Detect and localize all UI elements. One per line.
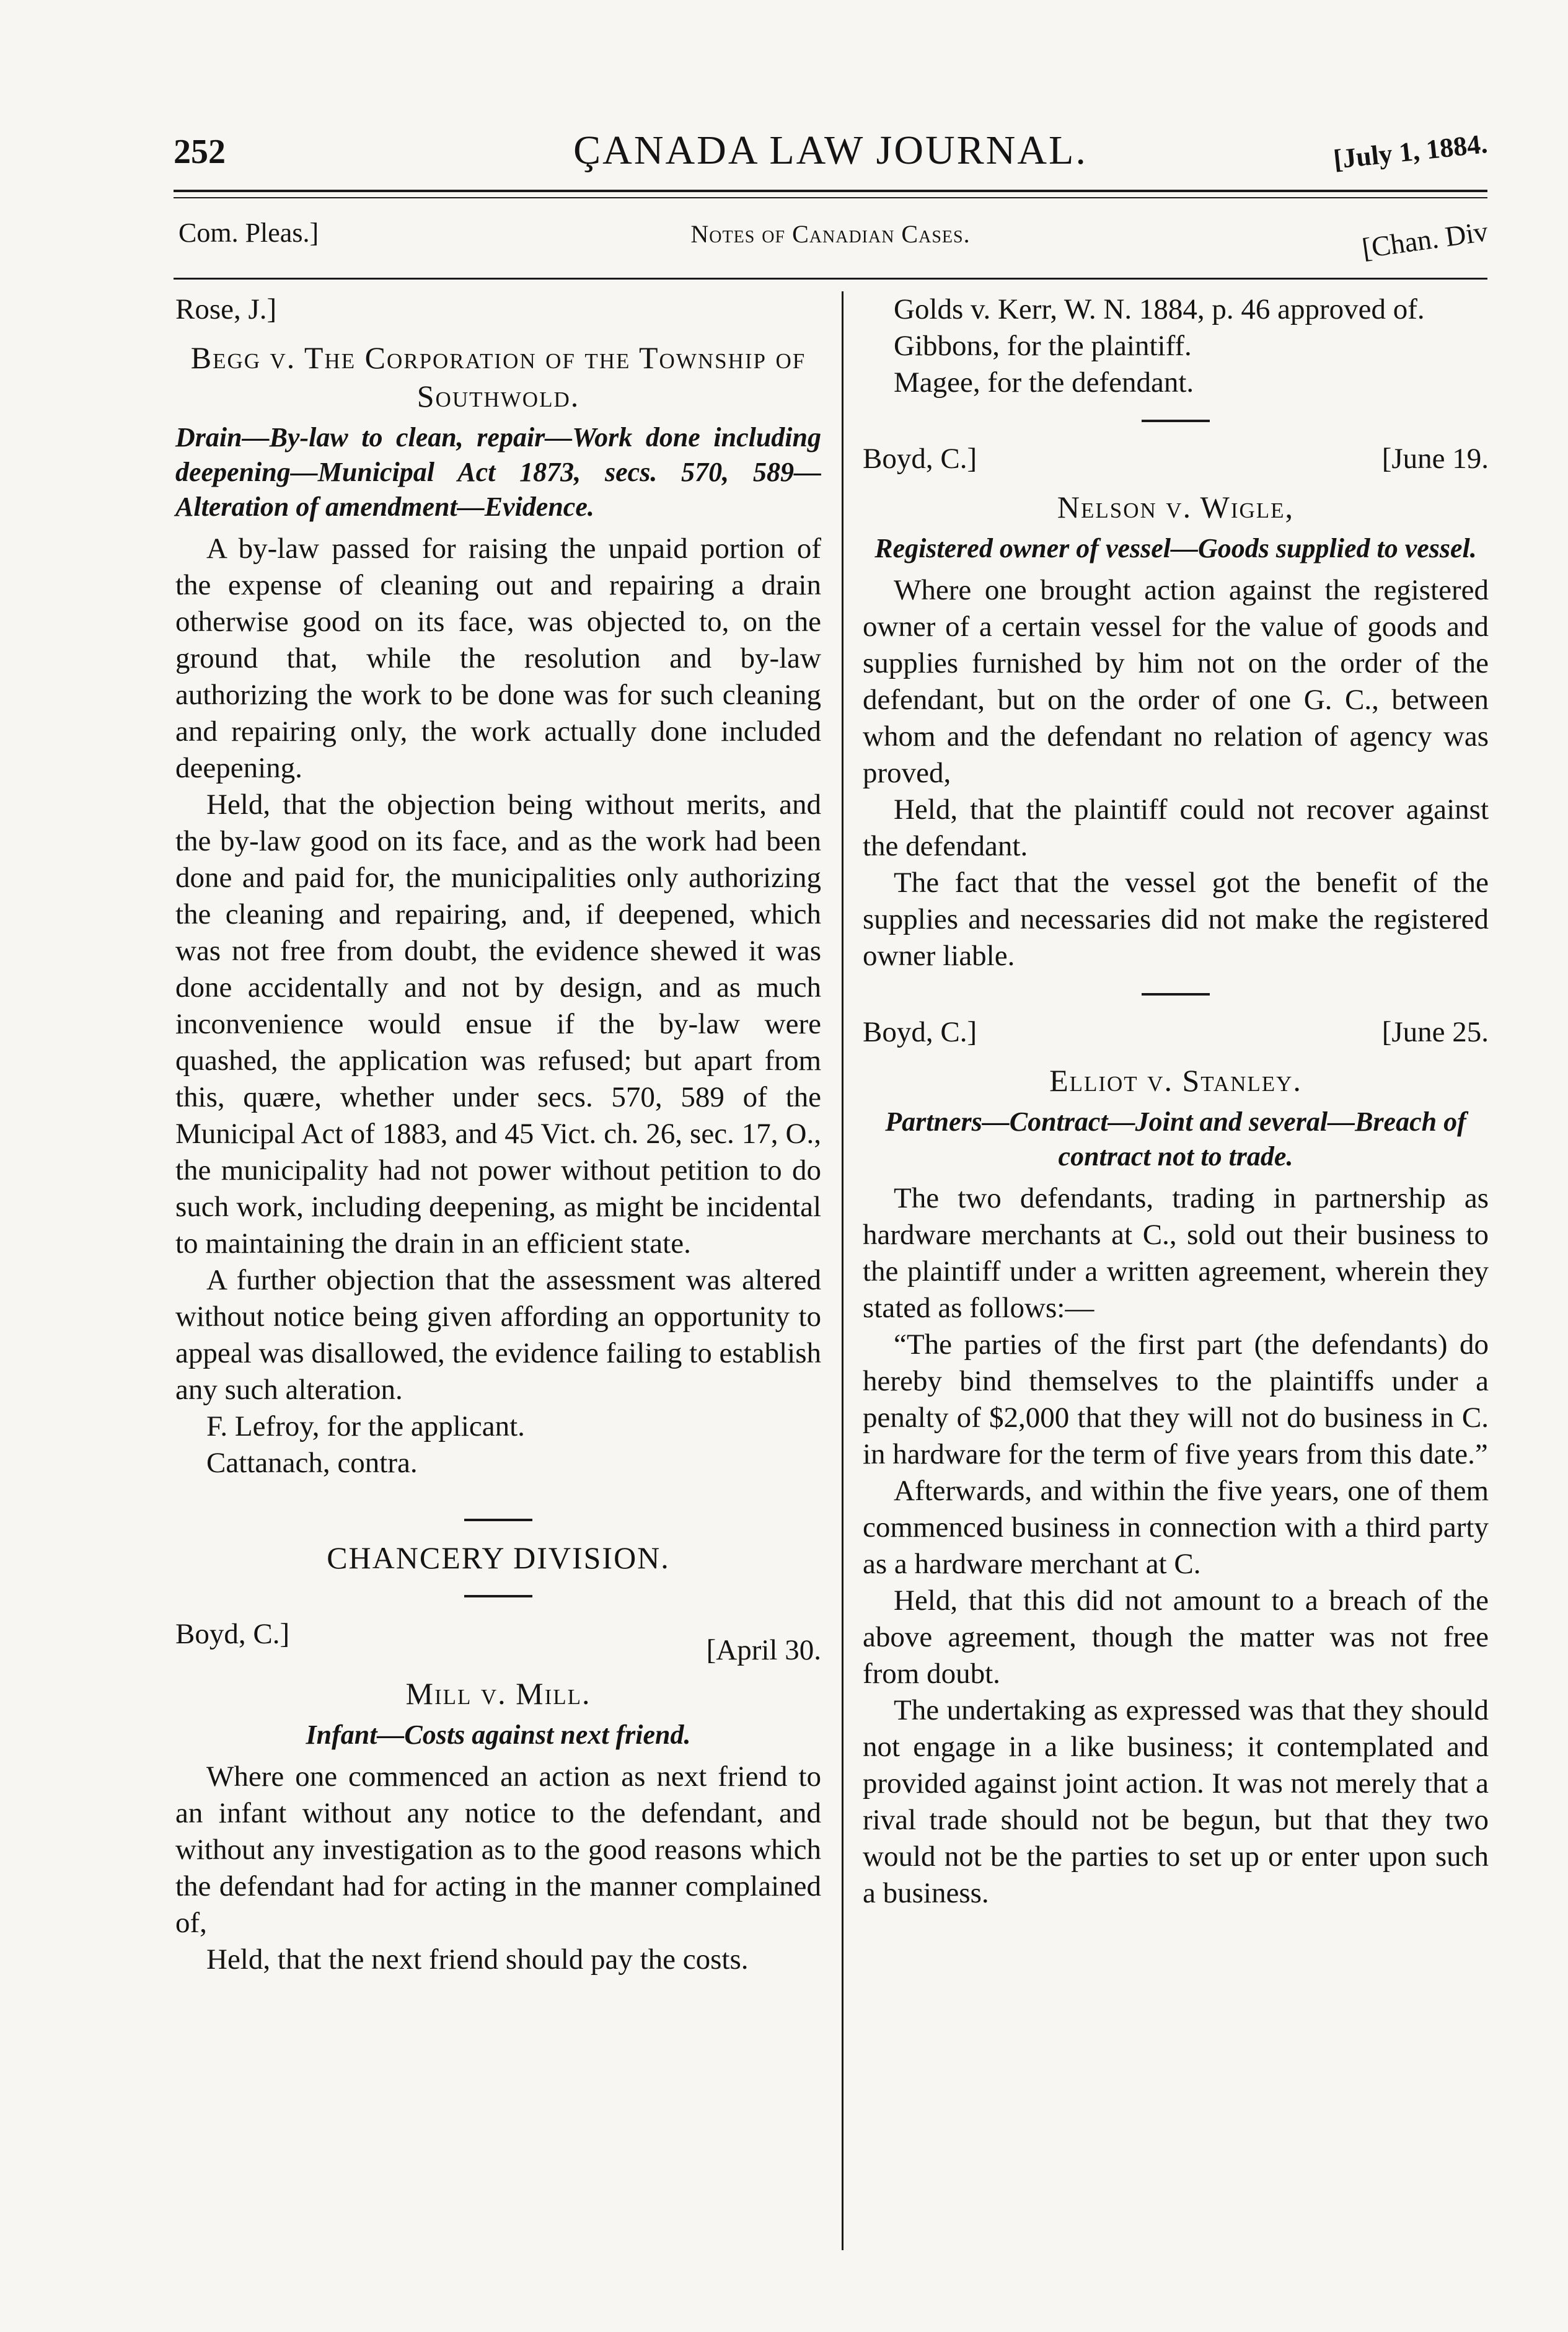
decision-date: [June 25.	[1381, 1016, 1489, 1048]
running-header	[174, 127, 1487, 183]
decision-date: [June 19.	[1381, 443, 1489, 475]
case-paragraph: A by-law passed for raising the unpaid portion of the expense of cleaning out and repairing a drain otherwise good on its face, was objected to, on the ground that, while the resolution and by-law authorizing the work to be done was for such cleaning and repairing only, the work actually done included deepening.	[175, 532, 821, 784]
journal-title: ÇANADA LAW JOURNAL.	[573, 128, 1088, 173]
left-column	[175, 291, 821, 1978]
judge-line	[863, 441, 1489, 479]
case-paragraph: A further objection that the assessment was altered without notice being given affording an opportunity to appeal was disallowed, the evidence failing to establish any such alteration.	[175, 1264, 821, 1406]
column-divider	[842, 291, 843, 2250]
right-column	[863, 291, 1489, 1912]
section-subheader	[174, 211, 1490, 265]
counsel-line: Gibbons, for the plaintiff.	[894, 330, 1192, 362]
divider	[464, 1595, 532, 1597]
judge-name: Boyd, C.]	[863, 1016, 977, 1048]
counsel-line: F. Lefroy, for the applicant.	[206, 1410, 525, 1442]
judge-line	[175, 1616, 821, 1666]
case-paragraph: “The parties of the first part (the defendants) do hereby bind themselves to the plaintiffs under a penalty of $2,000 that they will not do business in C. in hardware for the term of five years from this date.”	[863, 1328, 1489, 1470]
judge-line	[175, 291, 821, 330]
judge-line	[863, 1014, 1489, 1053]
case-headnote: Registered owner of vessel—Goods supplied to vessel.	[874, 533, 1477, 563]
case-holding: Held, that the next friend should pay the costs.	[206, 1943, 749, 1976]
case-headnote: Drain—By-law to clean, repair—Work done including deepening—Municipal Act 1873, secs. 570, 589—Alteration of amendment—Evidence.	[175, 422, 821, 522]
case-title: Mill v. Mill.	[405, 1676, 591, 1711]
case-holding: Held, that the plaintiff could not recover against the defendant.	[863, 793, 1489, 862]
case-title: Begg v. The Corporation of the Township of Southwold.	[190, 340, 806, 413]
case-paragraph: The undertaking as expressed was that they should not engage in a like business; it contemplated and provided against joint action. It was not merely that a rival trade should not be begun, but that they two would not be the parties to set up or enter upon such a business.	[863, 1694, 1489, 1909]
divider	[1142, 993, 1210, 996]
header-rule-bottom	[174, 197, 1487, 198]
subheader-rule	[174, 278, 1487, 280]
judge-name: Boyd, C.]	[863, 443, 977, 475]
header-rule-top	[174, 190, 1487, 192]
case-paragraph: Afterwards, and within the five years, one of them commenced business in connection with a third party as a hardware merchant at C.	[863, 1475, 1489, 1580]
case-paragraph: Where one brought action against the registered owner of a certain vessel for the value of goods and supplies furnished by him not on the order of the defendant, but on the order of one G. C., between whom and the defendant no relation of agency was proved,	[863, 574, 1489, 789]
judge-name: Boyd, C.]	[175, 1618, 290, 1650]
counsel-line: Magee, for the defendant.	[894, 366, 1194, 399]
divider	[1142, 420, 1210, 422]
case-paragraph: Golds v. Kerr, W. N. 1884, p. 46 approved of.	[894, 293, 1425, 325]
court-right: [Chan. Div	[1360, 215, 1490, 265]
case-title: Elliot v. Stanley.	[1049, 1063, 1302, 1098]
divider	[464, 1519, 532, 1521]
notes-heading: Notes of Canadian Cases.	[690, 220, 971, 248]
case-paragraph: The fact that the vessel got the benefit of the supplies and necessaries did not make the registered owner liable.	[863, 867, 1489, 972]
case-headnote: Infant—Costs against next friend.	[306, 1720, 691, 1750]
case-paragraph: The two defendants, trading in partnership as hardware merchants at C., sold out their business to the plaintiff under a written agreement, wherein they stated as follows:—	[863, 1182, 1489, 1324]
decision-date: [April 30.	[706, 1634, 821, 1666]
page-number: 252	[174, 133, 226, 171]
court-left: Com. Pleas.]	[178, 218, 319, 248]
case-title: Nelson v. Wigle,	[1057, 490, 1295, 524]
counsel-line: Cattanach, contra.	[206, 1447, 418, 1479]
issue-date: [July 1, 1884.	[1331, 128, 1489, 175]
division-heading: CHANCERY DIVISION.	[327, 1540, 670, 1575]
case-headnote: Partners—Contract—Joint and several—Breach of contract not to trade.	[885, 1106, 1466, 1172]
case-paragraph: Where one commenced an action as next friend to an infant without any notice to the defendant, and without any investigation as to the good reasons which the defendant had for acting in the manner complained of,	[175, 1760, 821, 1939]
judge-name: Rose, J.]	[175, 293, 277, 325]
case-holding: Held, that the objection being without merits, and the by-law good on its face, and as the work had been done and paid for, the municipalities only authorizing the cleaning and repairing, and, if deepened, which was not free from doubt, the evidence shewed it was done accidentally and not by design, and as much inconvenience would ensue if the by-law were quashed, the application was refused; but apart from this, quære, whether under secs. 570, 589 of the Municipal Act of 1883, and 45 Vict. ch. 26, sec. 17, O., the municipality had not power without petition to do such work, including deepening, as might be incidental to maintaining the drain in an efficient state.	[175, 788, 821, 1260]
case-holding: Held, that this did not amount to a breach of the above agreement, though the matter was not free from doubt.	[863, 1584, 1489, 1690]
